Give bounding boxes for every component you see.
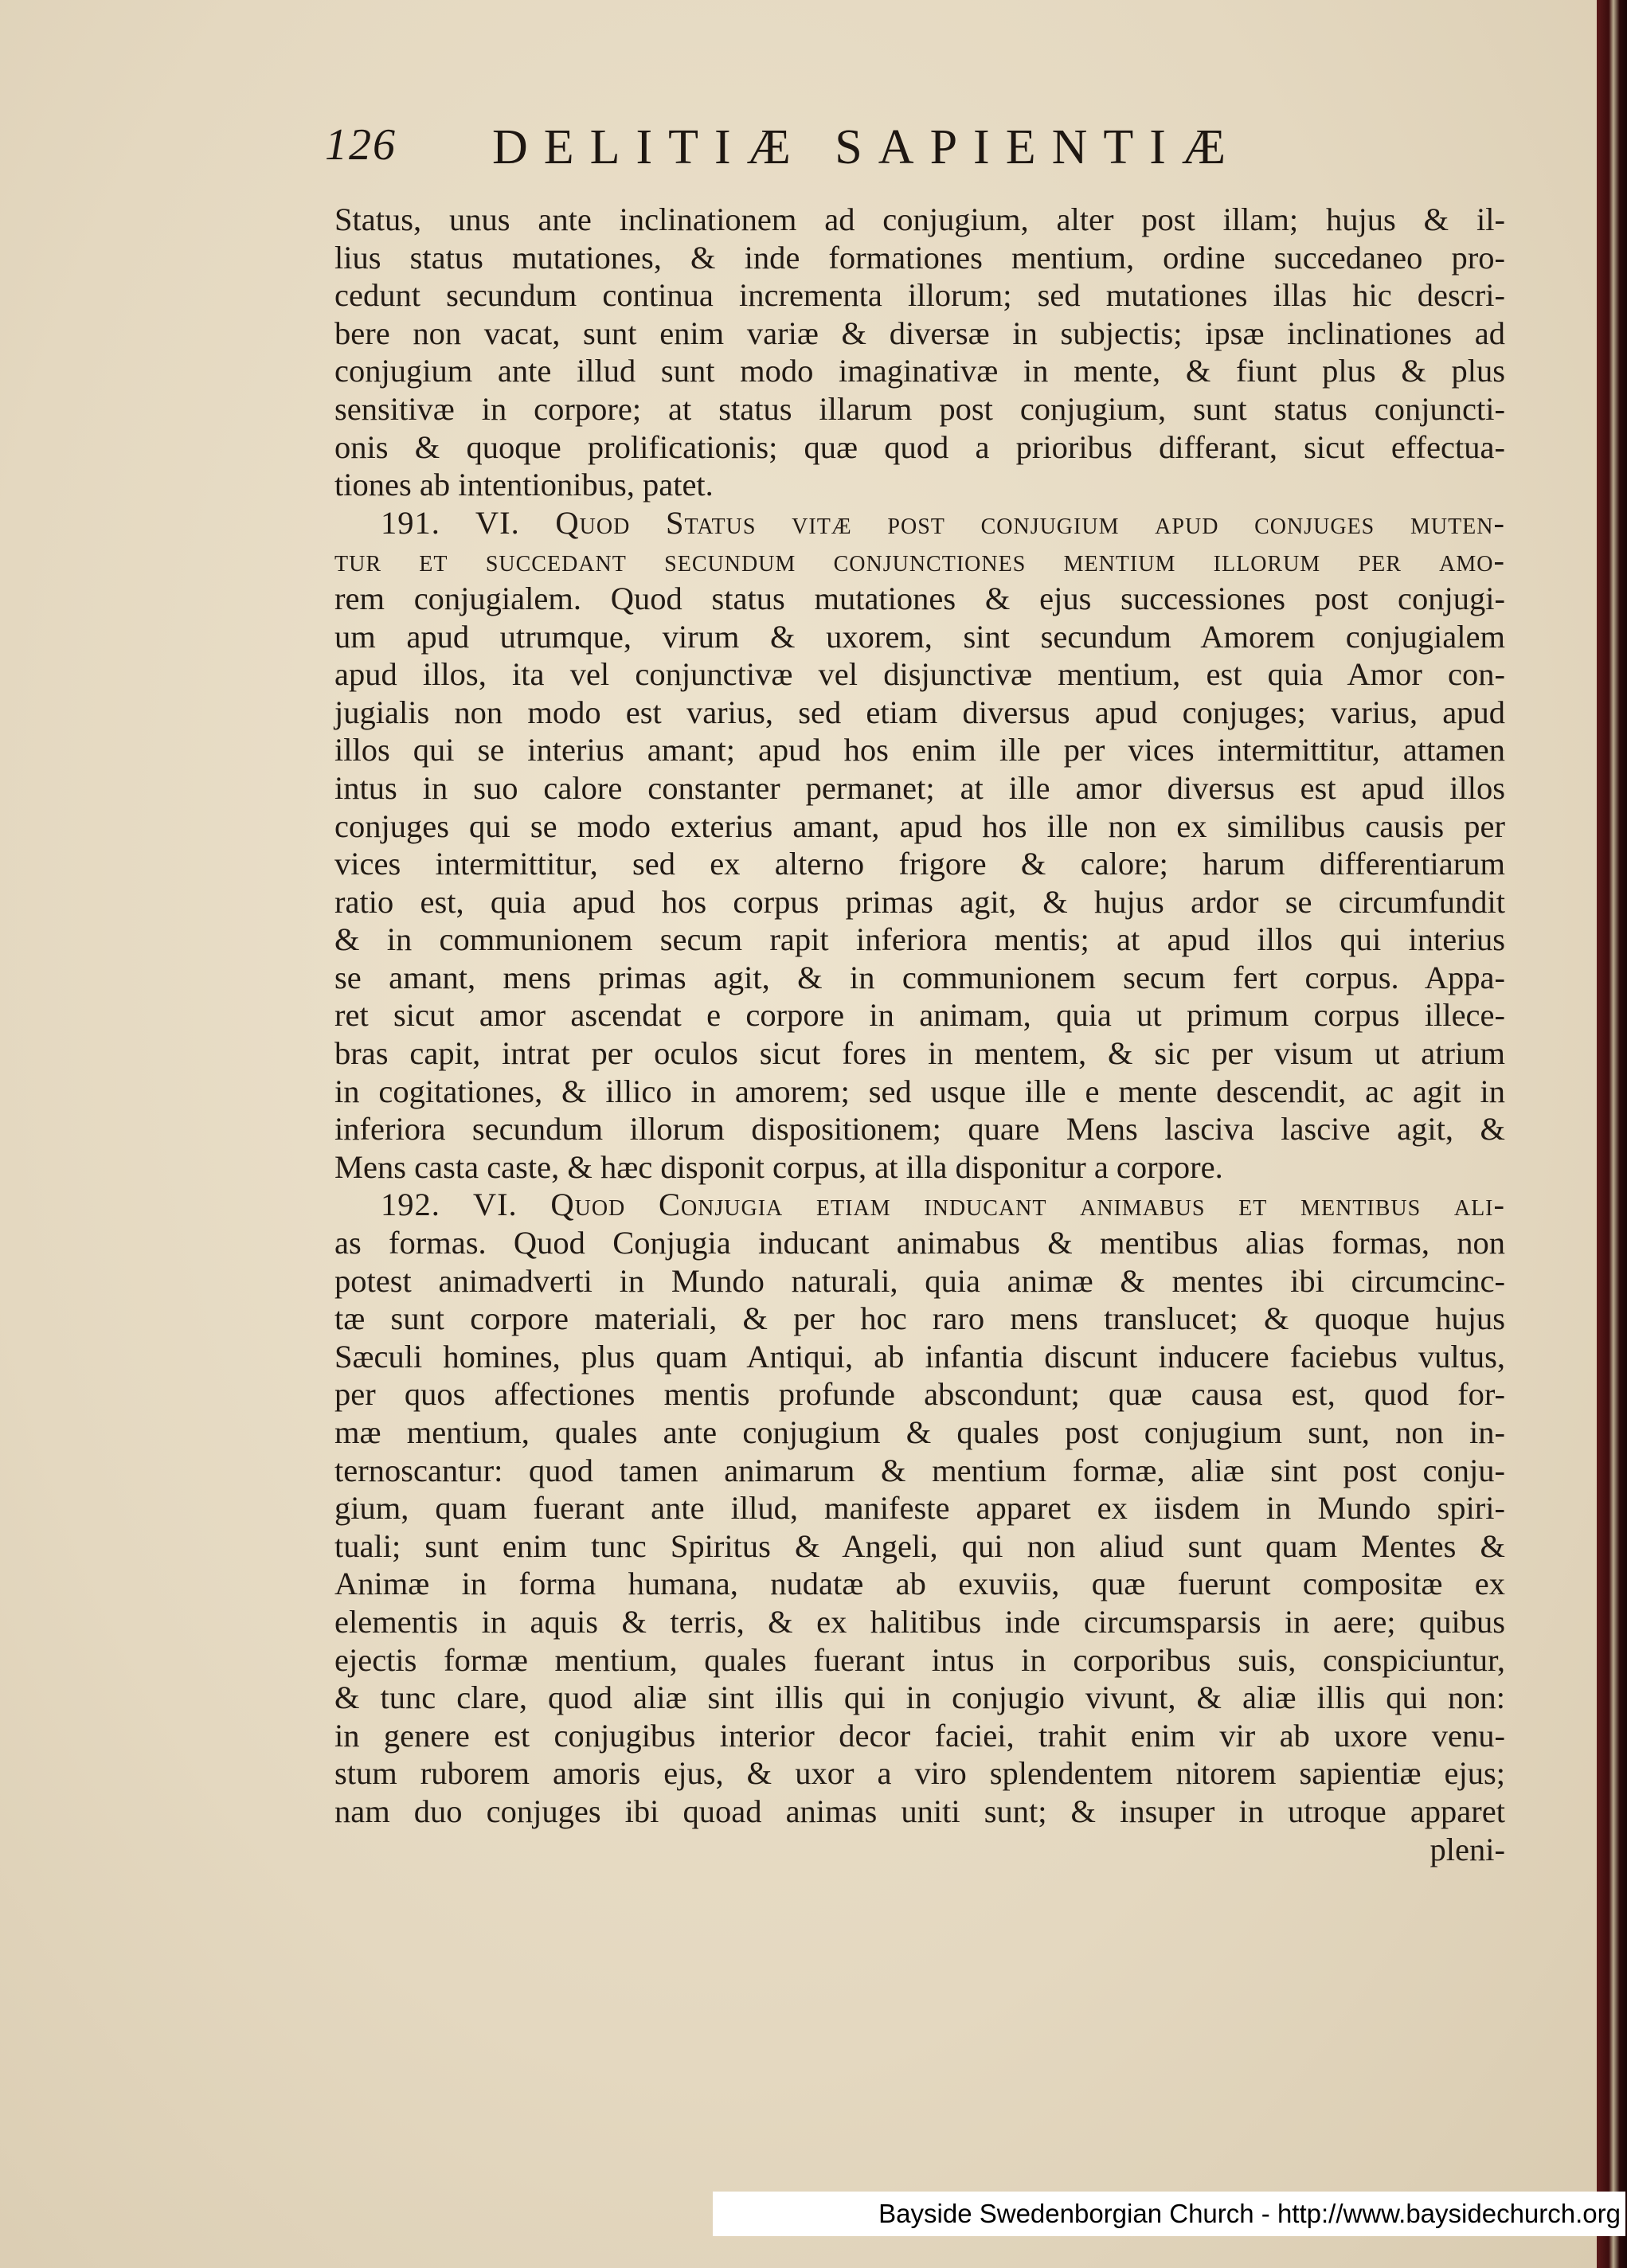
text-line: Status, unus ante inclinationem ad conjugium, alter post illam; hujus & il- bbox=[334, 201, 1505, 237]
text-line: Mens casta caste, & hæc disponit corpus, at illa disponitur a corpore. bbox=[334, 1148, 1223, 1185]
page-header bbox=[325, 119, 1504, 191]
text-line: apud illos, ita vel conjunctivæ vel disjunctivæ mentium, est quia Amor con- bbox=[334, 656, 1505, 693]
page-number: 126 bbox=[325, 120, 397, 170]
text-line: ternoscantur: quod tamen animarum & mentium formæ, aliæ sint post conju- bbox=[334, 1452, 1505, 1488]
body-text bbox=[334, 201, 1505, 1868]
text-line: um apud utrumque, virum & uxorem, sint secundum Amorem conjugialem bbox=[334, 618, 1505, 655]
text-line: elementis in aquis & terris, & ex halitibus inde circumsparsis in aere; quibus bbox=[334, 1603, 1505, 1640]
text-line: conjuges qui se modo exterius amant, apud hos ille non ex similibus causis per bbox=[334, 807, 1505, 844]
text-line: sensitivæ in corpore; at status illarum post conjugium, sunt status conjuncti- bbox=[334, 390, 1505, 427]
source-credit: Bayside Swedenborgian Church - http://www.baysidechurch.org bbox=[713, 2192, 1625, 2236]
text-line: Animæ in forma humana, nudatæ ab exuviis, quæ fuerunt compositæ ex bbox=[334, 1566, 1505, 1602]
text-line: in cogitationes, & illico in amorem; sed usque ille e mente descendit, ac agit in bbox=[334, 1073, 1505, 1109]
text-line: Sæculi homines, plus quam Antiqui, ab infantia discunt inducere faciebus vultus, bbox=[334, 1338, 1505, 1374]
text-line: conjugium ante illud sunt modo imaginativæ in mente, & fiunt plus & plus bbox=[334, 353, 1505, 389]
text-line: per quos affectiones mentis profunde abscondunt; quæ causa est, quod for- bbox=[334, 1376, 1505, 1413]
text-line: nam duo conjuges ibi quoad animas uniti sunt; & insuper in utroque apparet bbox=[334, 1793, 1505, 1829]
text-line: ejectis formæ mentium, quales fuerant intus in corporibus suis, conspiciuntur, bbox=[334, 1641, 1505, 1678]
text-line: potest animadverti in Mundo naturali, quia animæ & mentes ibi circumcinc- bbox=[334, 1262, 1505, 1299]
text-line: ratio est, quia apud hos corpus primas agit, & hujus ardor se circumfundit bbox=[334, 883, 1505, 920]
section-heading-192: 192. VI. Quod Conjugia etiam inducant animabus et mentibus ali- bbox=[381, 1187, 1505, 1223]
text-line: se amant, mens primas agit, & in communionem secum fert corpus. Appa- bbox=[334, 959, 1505, 995]
text-line: bere non vacat, sunt enim variæ & diversæ in subjectis; ipsæ inclinationes ad bbox=[334, 315, 1505, 351]
text-line: onis & quoque prolificationis; quæ quod a prioribus differant, sicut effectua- bbox=[334, 428, 1505, 465]
text-line: tæ sunt corpore materiali, & per hoc raro mens translucet; & quoque hujus bbox=[334, 1300, 1505, 1337]
text-line: intus in suo calore constanter permanet; at ille amor diversus est apud illos bbox=[334, 769, 1505, 806]
text-line: inferiora secundum illorum dispositionem; quare Mens lasciva lascive agit, & bbox=[334, 1111, 1505, 1148]
text-line: rem conjugialem. Quod status mutationes & ejus successiones post conjugi- bbox=[334, 580, 1505, 616]
text-line: illos qui se interius amant; apud hos enim ille per vices intermittitur, attamen bbox=[334, 732, 1505, 768]
text-line: jugialis non modo est varius, sed etiam diversus apud conjuges; varius, apud bbox=[334, 694, 1505, 730]
text-line: lius status mutationes, & inde formationes mentium, ordine succedaneo pro- bbox=[334, 239, 1505, 276]
text-line: & tunc clare, quod aliæ sint illis qui in conjugio vivunt, & aliæ illis qui non: bbox=[334, 1679, 1505, 1716]
text-line: cedunt secundum continua incrementa illorum; sed mutationes illas hic descri- bbox=[334, 277, 1505, 314]
running-title: DELITIÆ SAPIENTIÆ bbox=[492, 120, 1242, 174]
text-line: stum ruborem amoris ejus, & uxor a viro splendentem nitorem sapientiæ ejus; bbox=[334, 1755, 1505, 1792]
text-line: in genere est conjugibus interior decor faciei, trahit enim vir ab uxore venu- bbox=[334, 1717, 1505, 1754]
text-line: tuali; sunt enim tunc Spiritus & Angeli, qui non aliud sunt quam Mentes & bbox=[334, 1527, 1505, 1564]
text-line: & in communionem secum rapit inferiora mentis; at apud illos qui interius bbox=[334, 921, 1505, 958]
text-line: as formas. Quod Conjugia inducant animabus & mentibus alias formas, non bbox=[334, 1225, 1505, 1261]
text-line: mæ mentium, quales ante conjugium & quales post conjugium sunt, non in- bbox=[334, 1414, 1505, 1450]
text-line: ret sicut amor ascendat e corpore in animam, quia ut primum corpus illece- bbox=[334, 997, 1505, 1034]
text-line: tiones ab intentionibus, patet. bbox=[334, 467, 714, 503]
text-line: bras capit, intrat per oculos sicut fores in mentem, & sic per visum ut atrium bbox=[334, 1035, 1505, 1072]
section-heading-191-cont: tur et succedant secundum conjunctiones mentium illorum per amo- bbox=[334, 542, 1505, 579]
catchword: pleni- bbox=[1429, 1831, 1505, 1867]
text-line: gium, quam fuerant ante illud, manifeste apparet ex iisdem in Mundo spiri- bbox=[334, 1490, 1505, 1527]
text-line: vices intermittitur, sed ex alterno frigore & calore; harum differentiarum bbox=[334, 846, 1505, 882]
book-edge bbox=[1597, 0, 1627, 2268]
section-heading-191: 191. VI. Quod Status vitæ post conjugium apud conjuges muten- bbox=[381, 504, 1505, 541]
